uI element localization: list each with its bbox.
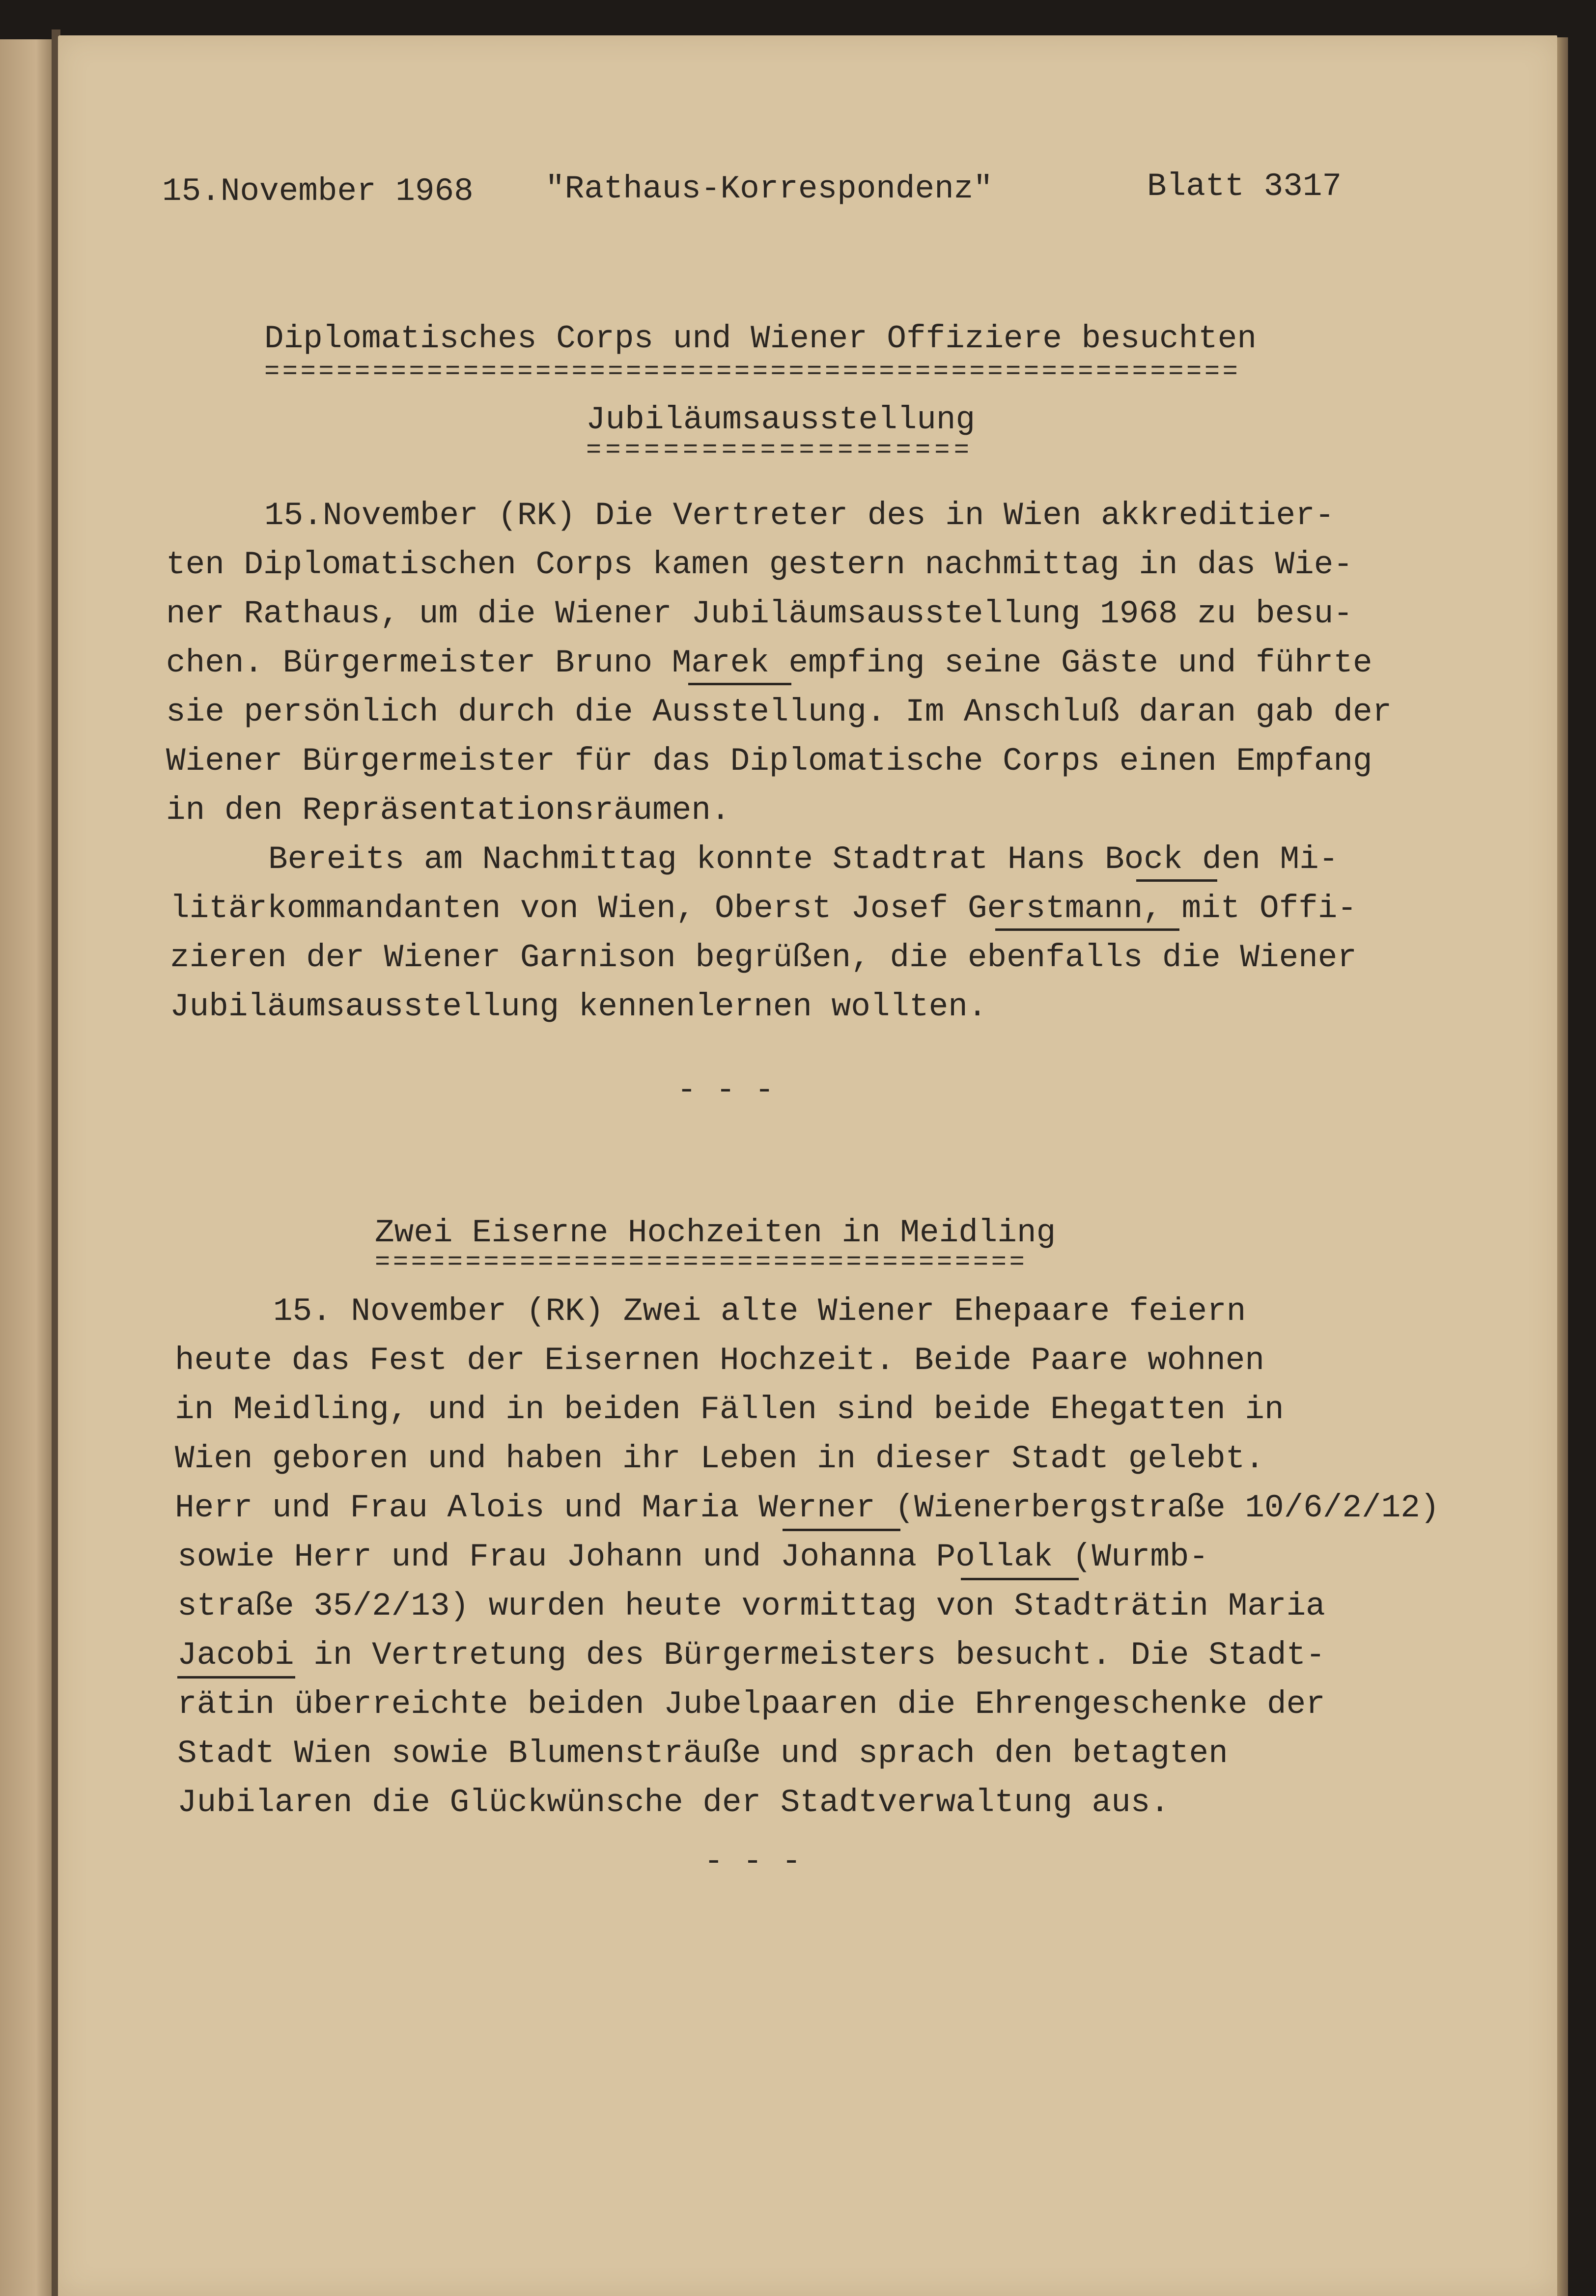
article1-line-10: zieren der Wiener Garnison begrüßen, die ebenfalls die Wiener [170, 939, 1357, 976]
underline-bock [1136, 879, 1217, 882]
article2-title: Zwei Eiserne Hochzeiten in Meidling [375, 1214, 1056, 1251]
article2-line-4: Wien geboren und haben ihr Leben in dieser Stadt gelebt. [175, 1440, 1264, 1477]
document-page [58, 35, 1557, 2296]
article1-separator: - - - [677, 1072, 775, 1109]
header-sheet-number: Blatt 3317 [1147, 168, 1342, 205]
article1-line-4: chen. Bürgermeister Bruno Marek empfing seine Gäste und führte [166, 644, 1372, 681]
article1-line-3: ner Rathaus, um die Wiener Jubiläumsausstellung 1968 zu besu- [166, 595, 1353, 632]
article2-line-8: Jacobi in Vertretung des Bürgermeisters besucht. Die Stadt- [177, 1637, 1325, 1674]
article1-line-9: litärkommandanten von Wien, Oberst Josef Gerstmann, mit Offi- [170, 890, 1357, 927]
article2-title-rule: ==================================== [375, 1248, 1028, 1277]
underline-werner [783, 1529, 900, 1531]
article2-line-7: straße 35/2/13) wurden heute vormittag von Stadträtin Maria [177, 1588, 1325, 1624]
underline-gerstmann [995, 928, 1179, 931]
article2-line-6: sowie Herr und Frau Johann und Johanna Pollak (Wurmb- [177, 1539, 1209, 1575]
article1-line-2: ten Diplomatischen Corps kamen gestern nachmittag in das Wie- [166, 546, 1353, 583]
article1-line-1: 15.November (RK) Die Vertreter des in Wien akkreditier- [264, 497, 1335, 534]
article1-title-line2: Jubiläumsausstellung [586, 401, 976, 438]
article1-title-line1: Diplomatisches Corps und Wiener Offiziere besuchten [264, 320, 1257, 357]
underline-pollak [961, 1578, 1079, 1580]
article2-line-2: heute das Fest der Eisernen Hochzeit. Beide Paare wohnen [175, 1342, 1264, 1379]
article2-line-1: 15. November (RK) Zwei alte Wiener Ehepaare feiern [273, 1293, 1246, 1330]
article1-title-rule1: ====================================================== [264, 357, 1241, 386]
article2-separator: - - - [704, 1843, 802, 1880]
article1-title-rule2: ==================== [586, 436, 974, 465]
article1-line-7: in den Repräsentationsräumen. [166, 792, 730, 829]
article2-line-3: in Meidling, und in beiden Fällen sind beide Ehegatten in [175, 1391, 1284, 1428]
article1-line-5: sie persönlich durch die Ausstellung. Im Anschluß daran gab der [166, 694, 1392, 730]
header-date: 15.November 1968 [162, 173, 474, 210]
article1-line-11: Jubiläumsausstellung kennenlernen wollten. [170, 988, 987, 1025]
page-stack-edge [1557, 37, 1568, 2296]
previous-page-edge [0, 39, 52, 2296]
article2-line-11: Jubilaren die Glückwünsche der Stadtverwaltung aus. [177, 1784, 1170, 1821]
article2-line-9: rätin überreichte beiden Jubelpaaren die Ehrengeschenke der [177, 1686, 1325, 1723]
header-publication: "Rathaus-Korrespondenz" [545, 170, 993, 207]
article1-line-6: Wiener Bürgermeister für das Diplomatische Corps einen Empfang [166, 743, 1372, 780]
article2-line-5: Herr und Frau Alois und Maria Werner (Wienerbergstraße 10/6/2/12) [175, 1489, 1440, 1526]
article1-line-8: Bereits am Nachmittag konnte Stadtrat Hans Bock den Mi- [268, 841, 1339, 878]
article2-line-10: Stadt Wien sowie Blumensträuße und sprach den betagten [177, 1735, 1228, 1772]
underline-marek [688, 683, 791, 685]
underline-jacobi [177, 1676, 295, 1679]
